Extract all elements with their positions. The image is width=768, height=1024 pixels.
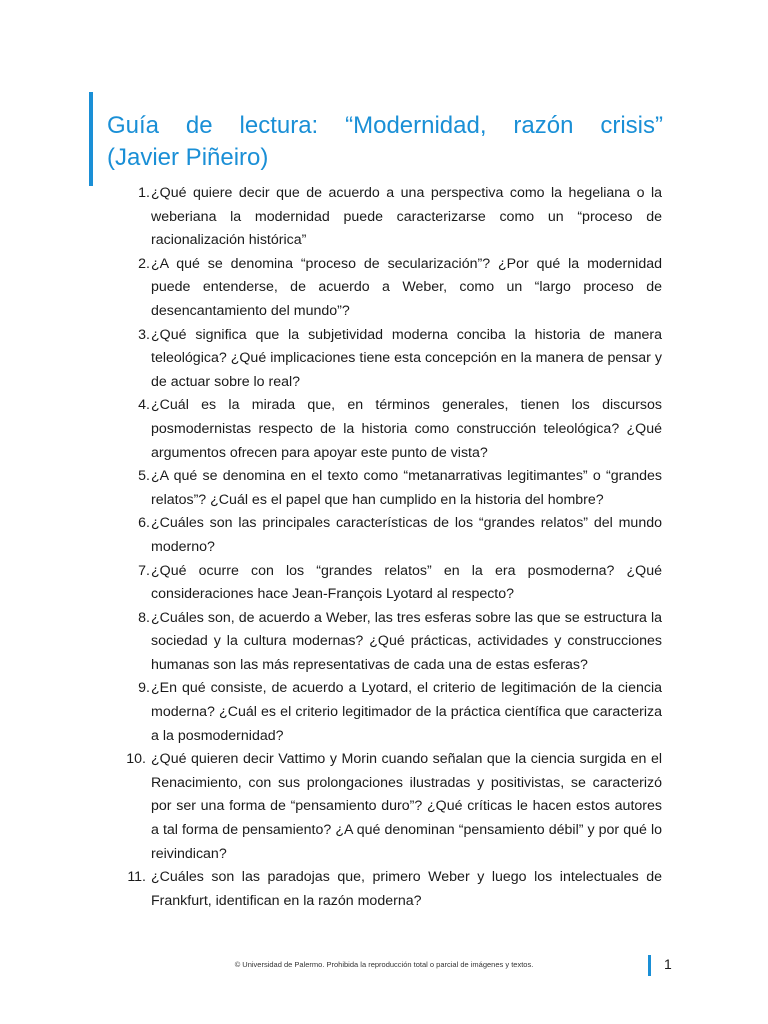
footer-copyright: © Universidad de Palermo. Prohibida la reproducción total o parcial de imágenes y textos. [234,960,534,969]
question-item [126,607,662,678]
question-item [126,394,662,465]
question-item [126,560,662,607]
title-line-1: Guía de lectura: “Modernidad, razón crisis” [107,112,663,139]
question-text: ¿Qué quiere decir que de acuerdo a una perspectiva como la hegeliana o la weberiana la modernidad puede caracterizarse como un “proceso de racionalización histórica” [151,185,662,249]
question-number: 3. [138,326,150,343]
page-number-accent-bar [648,955,651,976]
question-number: 2. [138,255,150,272]
question-number: 9. [138,680,150,697]
question-text: ¿Qué quieren decir Vattimo y Morin cuando señalan que la ciencia surgida en el Renacimiento, con sus prolongaciones ilustradas y positivistas, se caracterizó por ser una forma de “pensamiento duro”? ¿Qué críticas le hacen estos autores a tal forma de pensamiento? ¿A qué denominan “pensamiento débil” y por qué lo reivindican? [151,751,662,862]
question-number: 5. [138,468,150,485]
question-number: 1. [138,185,150,201]
title-line-2: (Javier Piñeiro) [107,144,269,171]
question-item [126,866,662,913]
question-item [126,465,662,512]
question-item [126,748,662,866]
question-number: 6. [138,515,150,532]
question-text: ¿A qué se denomina en el texto como “metanarrativas legitimantes” o “grandes relatos”? ¿Cuál es el papel que han cumplido en la historia del hombre? [151,468,662,508]
question-text: ¿Cuáles son, de acuerdo a Weber, las tres esferas sobre las que se estructura la sociedad y la cultura modernas? ¿Qué prácticas, actividades y construcciones humanas son las más representativas de cada una de estas esferas? [151,609,662,673]
question-text: ¿Cuáles son las paradojas que, primero Weber y luego los intelectuales de Frankfurt, identifican en la razón moderna? [151,869,662,909]
page-number: 1 [664,956,672,972]
question-text: ¿Qué ocurre con los “grandes relatos” en la era posmoderna? ¿Qué consideraciones hace Jean-François Lyotard al respecto? [151,562,662,603]
question-item [126,182,662,253]
page-title [107,110,663,174]
question-text: ¿A qué se denomina “proceso de secularización”? ¿Por qué la modernidad puede entenderse, de acuerdo a Weber, como un “largo proceso de desencantamiento del mundo”? [151,255,662,319]
question-number: 10. [126,751,146,768]
question-text: ¿En qué consiste, de acuerdo a Lyotard, el criterio de legitimación de la ciencia moderna? ¿Cuál es el criterio legitimador de la práctica científica que caracteriza a la posmodernidad? [151,680,662,744]
question-text: ¿Qué significa que la subjetividad moderna conciba la historia de manera teleológica? ¿Qué implicaciones tiene esta concepción en la manera de pensar y de actuar sobre lo real? [151,326,662,390]
question-text: ¿Cuál es la mirada que, en términos generales, tienen los discursos posmodernistas respecto de la historia como construcción teleológica? ¿Qué argumentos ofrecen para apoyar este punto de vista? [151,397,662,461]
question-number: 11. [127,869,146,886]
question-number: 4. [138,397,150,414]
question-item [126,253,662,324]
question-number: 8. [138,609,150,626]
question-item [126,324,662,395]
question-text: ¿Cuáles son las principales características de los “grandes relatos” del mundo moderno? [151,515,662,555]
title-accent-bar [89,92,93,186]
question-list [126,182,662,913]
question-item [126,677,662,748]
question-number: 7. [138,562,150,579]
question-item [126,512,662,559]
